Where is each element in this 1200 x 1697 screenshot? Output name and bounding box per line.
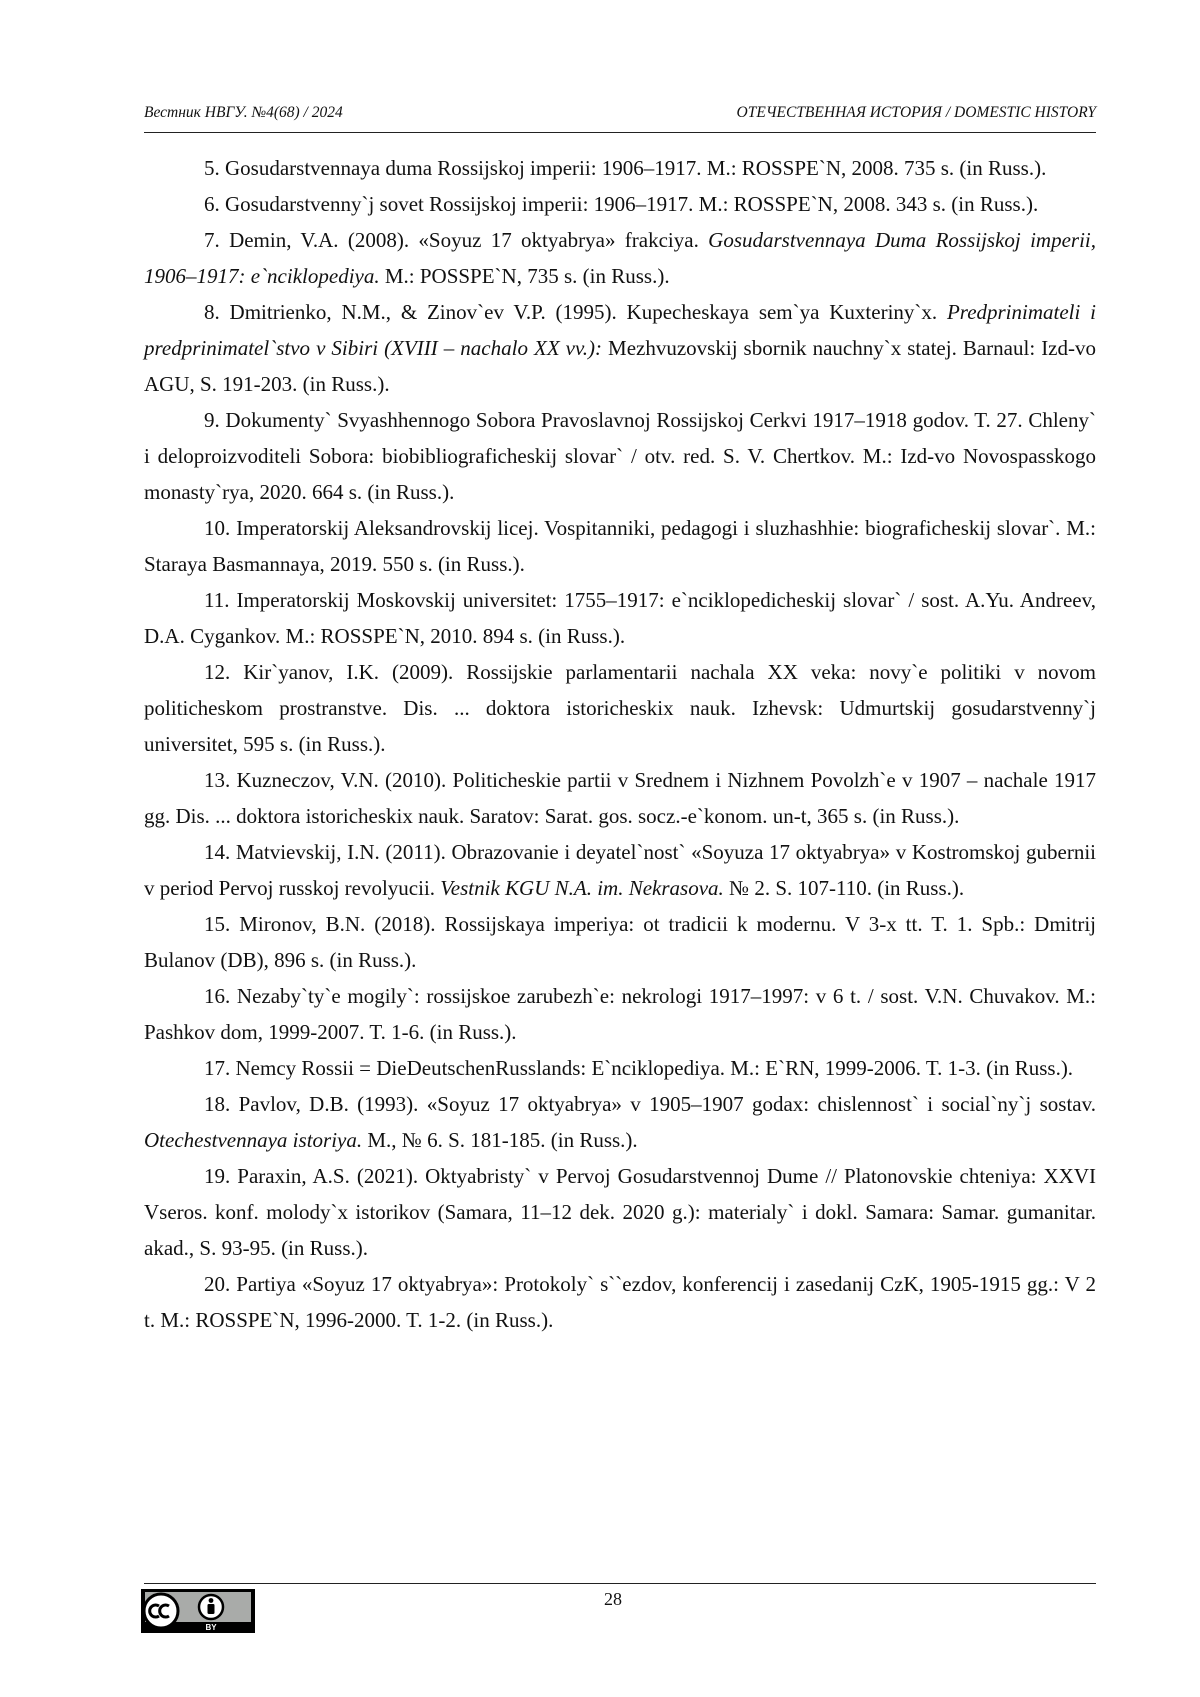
reference-item — [144, 1266, 1096, 1338]
reference-item — [144, 906, 1096, 978]
reference-details: M.: POSSPE`N, 735 s. (in Russ.). — [379, 264, 670, 288]
reference-text: 20. Partiya «Soyuz 17 oktyabrya»: Protokoly` s``ezdov, konferencij i zasedanij CzK, 1905-1915 gg.: V 2 t. M.: ROSSPE`N, 1996-2000. T. 1-2. (in Russ.). — [144, 1272, 1096, 1332]
reference-item — [144, 1086, 1096, 1158]
reference-item — [144, 834, 1096, 906]
reference-text: 16. Nezaby`ty`e mogily`: rossijskoe zarubezh`e: nekrologi 1917–1997: v 6 t. / sost. V.N. Chuvakov. M.: Pashkov dom, 1999-2007. T. 1-6. (in Russ.). — [144, 984, 1096, 1044]
reference-text: 5. Gosudarstvennaya duma Rossijskoj imperii: 1906–1917. M.: ROSSPE`N, 2008. 735 s. (in Russ.). — [204, 156, 1047, 180]
reference-item — [144, 1050, 1096, 1086]
reference-text: 13. Kuzneczov, V.N. (2010). Politicheskie partii v Srednem i Nizhnem Povolzh`e v 1907 – nachale 1917 gg. Dis. ... doktora istoricheskix nauk. Saratov: Sarat. gos. socz.-e`konom. un-t, 365 s. (in Russ.). — [144, 768, 1096, 828]
reference-item — [144, 402, 1096, 510]
reference-item — [144, 186, 1096, 222]
reference-text: 8. Dmitrienko, N.M., & Zinov`ev V.P. (1995). Kupecheskaya sem`ya Kuxteriny`x. — [204, 300, 947, 324]
reference-text: 10. Imperatorskij Aleksandrovskij licej. Vospitanniki, pedagogi i sluzhashhie: biograficheskij slovar`. M.: Staraya Basmannaya, 2019. 550 s. (in Russ.). — [144, 516, 1096, 576]
running-header — [144, 102, 1096, 133]
reference-item — [144, 978, 1096, 1050]
reference-text: 15. Mironov, B.N. (2018). Rossijskaya imperiya: ot tradicii k modernu. V 3-x tt. T. 1. Spb.: Dmitrij Bulanov (DB), 896 s. (in Russ.). — [144, 912, 1096, 972]
cc-by-icon — [141, 1589, 255, 1633]
journal-title: Вестник НВГУ. №4(68) / 2024 — [144, 104, 343, 121]
reference-source-title: Otechestvennaya istoriya. — [144, 1128, 363, 1152]
reference-item — [144, 582, 1096, 654]
reference-text: 12. Kir`yanov, I.K. (2009). Rossijskie parlamentarii nachala XX veka: novy`e politiki v novom politicheskom prostranstve. Dis. ... doktora istoricheskix nauk. Izhevsk: Udmurtskij gosudarstvenny`j universitet, 595 s. (in Russ.). — [144, 660, 1096, 756]
reference-item — [144, 762, 1096, 834]
reference-text: 17. Nemcy Rossii = DieDeutschenRusslands: E`nciklopediya. M.: E`RN, 1999-2006. T. 1-3. (in Russ.). — [204, 1056, 1074, 1080]
reference-item — [144, 654, 1096, 762]
reference-text: 7. Demin, V.A. (2008). «Soyuz 17 oktyabrya» frakciya. — [204, 228, 709, 252]
reference-text: 9. Dokumenty` Svyashhennogo Sobora Pravoslavnoj Rossijskoj Cerkvi 1917–1918 godov. T. 27. Chleny` i deloproizvoditeli Sobora: biobibliograficheskij slovar` / otv. red. S. V. Chertkov. M.: Izd-vo Novospasskogo monasty`rya, 2020. 664 s. (in Russ.). — [144, 408, 1096, 504]
cc-by-label: BY — [205, 1623, 217, 1632]
reference-text: 18. Pavlov, D.B. (1993). «Soyuz 17 oktyabrya» v 1905–1907 godax: chislennost` i social`ny`j sostav. — [204, 1092, 1096, 1116]
reference-text: 6. Gosudarstvenny`j sovet Rossijskoj imperii: 1906–1917. M.: ROSSPE`N, 2008. 343 s. (in Russ.). — [204, 192, 1039, 216]
reference-item — [144, 294, 1096, 402]
footer-divider — [144, 1583, 1096, 1584]
reference-source-title: Gosudarstvennaya Duma Rossijskoj imperii, 1906–1917: e`nciklopediya. — [144, 228, 1096, 288]
reference-item — [144, 510, 1096, 582]
reference-details: № 2. S. 107-110. (in Russ.). — [723, 876, 965, 900]
section-title: ОТЕЧЕСТВЕННАЯ ИСТОРИЯ / DOMESTIC HISTORY — [736, 104, 1096, 121]
reference-text: 11. Imperatorskij Moskovskij universitet: 1755–1917: e`nciklopedicheskij slovar` / sost. A.Yu. Andreev, D.A. Cygankov. M.: ROSSPE`N, 2010. 894 s. (in Russ.). — [144, 588, 1096, 648]
reference-source-title: Vestnik KGU N.A. im. Nekrasova. — [440, 876, 724, 900]
reference-item — [144, 222, 1096, 294]
reference-text: 19. Paraxin, A.S. (2021). Oktyabristy` v Pervoj Gosudarstvennoj Dume // Platonovskie chteniya: XXVI Vseros. konf. molody`x istorikov (Samara, 11–12 dek. 2020 g.): materialy` i dokl. Samara: Samar. gumanitar. akad., S. 93-95. (in Russ.). — [144, 1164, 1096, 1260]
reference-item — [144, 150, 1096, 186]
reference-details: Mezhvuzovskij sbornik nauchny`x statej. Barnaul: Izd-vo AGU, S. 191-203. (in Russ.). — [144, 336, 1096, 396]
reference-details: M., № 6. S. 181-185. (in Russ.). — [362, 1128, 638, 1152]
page-number: 28 — [604, 1589, 622, 1609]
reference-item — [144, 1158, 1096, 1266]
reference-text: 14. Matvievskij, I.N. (2011). Obrazovanie i deyatel`nost` «Soyuza 17 oktyabrya» v Kostromskoj gubernii v period Pervoj russkoj revolyucii. — [144, 840, 1096, 900]
reference-list — [144, 150, 1096, 1338]
reference-source-title: Predprinimateli i predprinimatel`stvo v Sibiri (XVIII – nachalo XX vv.): — [144, 300, 1096, 360]
